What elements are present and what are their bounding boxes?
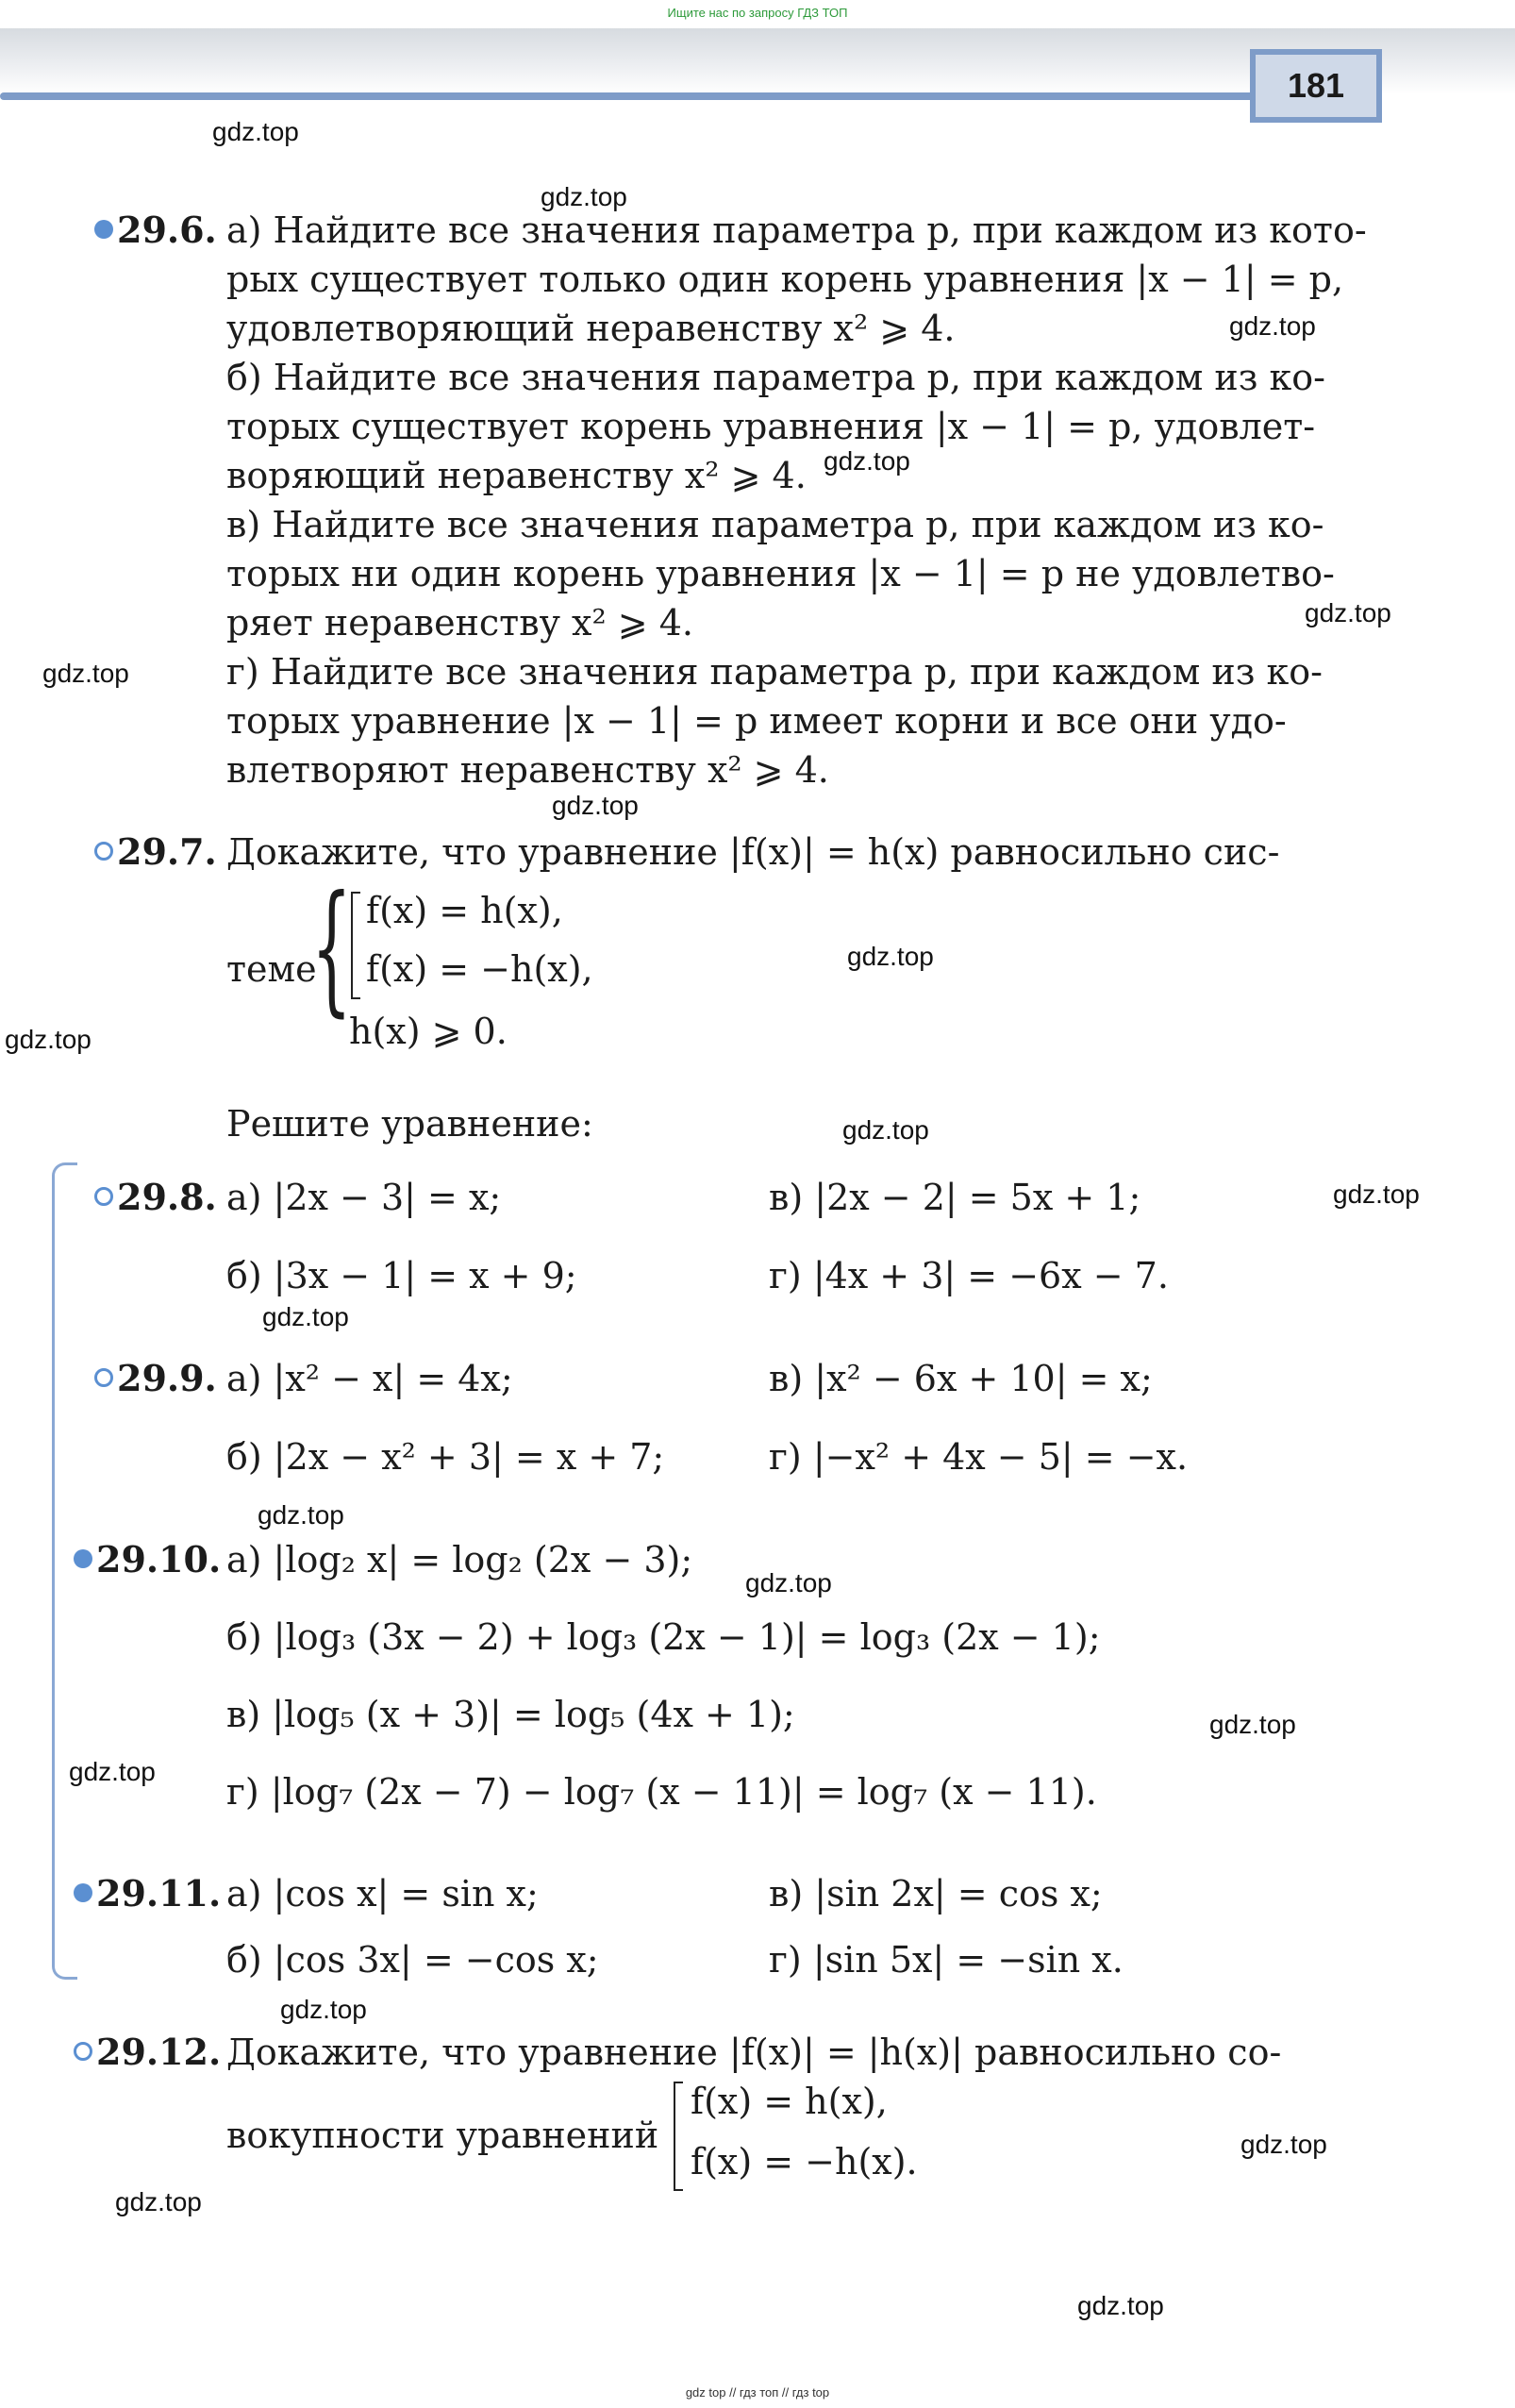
watermark: gdz.top <box>212 117 299 146</box>
problem-29-9-b: б) |2x − x² + 3| = x + 7; <box>226 1436 665 1478</box>
problem-29-8-number: 29.8. <box>94 1179 217 1215</box>
problem-29-8-b: б) |3x − 1| = x + 9; <box>226 1255 577 1296</box>
hollow-bullet-icon <box>74 2042 92 2061</box>
watermark: gdz.top <box>115 2187 202 2216</box>
problem-29-8-a: а) |2x − 3| = x; <box>226 1177 502 1218</box>
problem-29-6-line: торых ни один корень уравнения |x − 1| = p не удовлетво- <box>226 553 1335 594</box>
filled-bullet-icon <box>74 1549 92 1568</box>
page-number: 181 <box>1250 49 1382 123</box>
top-banner: Ищите нас по запросу ГДЗ ТОП <box>667 6 848 20</box>
problem-29-12-text-2: вокупности уравнений <box>226 2115 659 2156</box>
square-bracket-icon <box>351 892 360 999</box>
watermark: gdz.top <box>1240 2130 1327 2159</box>
problem-29-11-a: а) |cos x| = sin x; <box>226 1873 539 1915</box>
square-bracket-icon <box>674 2082 683 2191</box>
problem-29-6-line: торых существует корень уравнения |x − 1| = p, удовлет- <box>226 406 1316 447</box>
problem-29-11-b: б) |cos 3x| = −cos x; <box>226 1939 599 1981</box>
hollow-bullet-icon <box>94 1368 113 1387</box>
problem-29-6-line: а) Найдите все значения параметра p, при каждом из кото- <box>226 209 1367 251</box>
problem-29-7-text: Докажите, что уравнение |f(x)| = h(x) равносильно сис- <box>226 831 1280 873</box>
problem-29-10-g: г) |log₇ (2x − 7) − log₇ (x − 11)| = log₇ (x − 11). <box>226 1771 1097 1813</box>
watermark: gdz.top <box>258 1500 344 1530</box>
section-heading: Решите уравнение: <box>226 1103 593 1145</box>
problem-29-6-line: ряет неравенству x² ⩾ 4. <box>226 602 693 644</box>
problem-29-12-text: Докажите, что уравнение |f(x)| = |h(x)| равносильно со- <box>226 2032 1282 2073</box>
system-equation-1: f(x) = h(x), <box>366 890 563 931</box>
footer: gdz top // гдз топ // гдз top <box>685 2385 830 2400</box>
problem-29-6-line: удовлетворяющий неравенству x² ⩾ 4. <box>226 308 956 349</box>
hollow-bullet-icon <box>94 842 113 861</box>
filled-bullet-icon <box>74 1883 92 1902</box>
watermark: gdz.top <box>745 1568 832 1597</box>
watermark: gdz.top <box>1305 598 1391 627</box>
watermark: gdz.top <box>280 1995 367 2024</box>
hollow-bullet-icon <box>94 1187 113 1206</box>
system-word: теме <box>226 948 317 990</box>
watermark: gdz.top <box>1209 1710 1296 1739</box>
watermark: gdz.top <box>69 1757 156 1786</box>
set-equation-2: f(x) = −h(x). <box>691 2141 918 2182</box>
problem-29-6-line: торых уравнение |x − 1| = p имеет корни и все они удо- <box>226 700 1287 742</box>
watermark: gdz.top <box>541 182 627 211</box>
problem-29-10-v: в) |log₅ (x + 3)| = log₅ (4x + 1); <box>226 1694 795 1735</box>
problem-29-8-v: в) |2x − 2| = 5x + 1; <box>769 1177 1141 1218</box>
problem-29-11-g: г) |sin 5x| = −sin x. <box>769 1939 1124 1981</box>
problem-29-6-line: влетворяют неравенству x² ⩾ 4. <box>226 749 829 791</box>
problem-29-6-line: рых существует только один корень уравнения |x − 1| = p, <box>226 259 1344 300</box>
set-equation-1: f(x) = h(x), <box>691 2081 888 2122</box>
problem-29-11-v: в) |sin 2x| = cos x; <box>769 1873 1103 1915</box>
problem-29-8-g: г) |4x + 3| = −6x − 7. <box>769 1255 1169 1296</box>
problem-29-6-line: в) Найдите все значения параметра p, при каждом из ко- <box>226 504 1324 545</box>
watermark: gdz.top <box>1229 311 1316 341</box>
header-line <box>0 92 1264 100</box>
problem-29-9-a: а) |x² − x| = 4x; <box>226 1358 513 1399</box>
problem-29-11-number: 29.11. <box>74 1876 221 1912</box>
problem-29-6-line: воряющий неравенству x² ⩾ 4. <box>226 455 807 496</box>
problem-29-6-number: 29.6. <box>94 212 217 248</box>
watermark: gdz.top <box>262 1302 349 1331</box>
system-equation-2: f(x) = −h(x), <box>366 948 593 990</box>
problem-29-10-a: а) |log₂ x| = log₂ (2x − 3); <box>226 1539 693 1580</box>
problem-29-9-g: г) |−x² + 4x − 5| = −x. <box>769 1436 1189 1478</box>
filled-bullet-icon <box>94 220 113 239</box>
problem-29-7-number: 29.7. <box>94 834 217 870</box>
watermark: gdz.top <box>847 942 934 971</box>
problem-29-12-number: 29.12. <box>74 2034 221 2070</box>
problem-29-9-v: в) |x² − 6x + 10| = x; <box>769 1358 1153 1399</box>
watermark: gdz.top <box>552 791 639 820</box>
problem-29-9-number: 29.9. <box>94 1361 217 1396</box>
problem-29-10-number: 29.10. <box>74 1542 221 1578</box>
problem-29-6-line: г) Найдите все значения параметра p, при каждом из ко- <box>226 651 1324 693</box>
watermark: gdz.top <box>42 659 129 688</box>
watermark: gdz.top <box>824 446 910 476</box>
watermark: gdz.top <box>842 1115 929 1145</box>
curly-brace-icon: { <box>311 866 352 1030</box>
watermark: gdz.top <box>5 1025 92 1054</box>
system-condition: h(x) ⩾ 0. <box>349 1011 508 1052</box>
problem-29-6-line: б) Найдите все значения параметра p, при каждом из ко- <box>226 357 1325 398</box>
watermark: gdz.top <box>1333 1179 1420 1209</box>
watermark: gdz.top <box>1077 2291 1164 2320</box>
problem-29-10-b: б) |log₃ (3x − 2) + log₃ (2x − 1)| = log₃ (2x − 1); <box>226 1616 1101 1658</box>
